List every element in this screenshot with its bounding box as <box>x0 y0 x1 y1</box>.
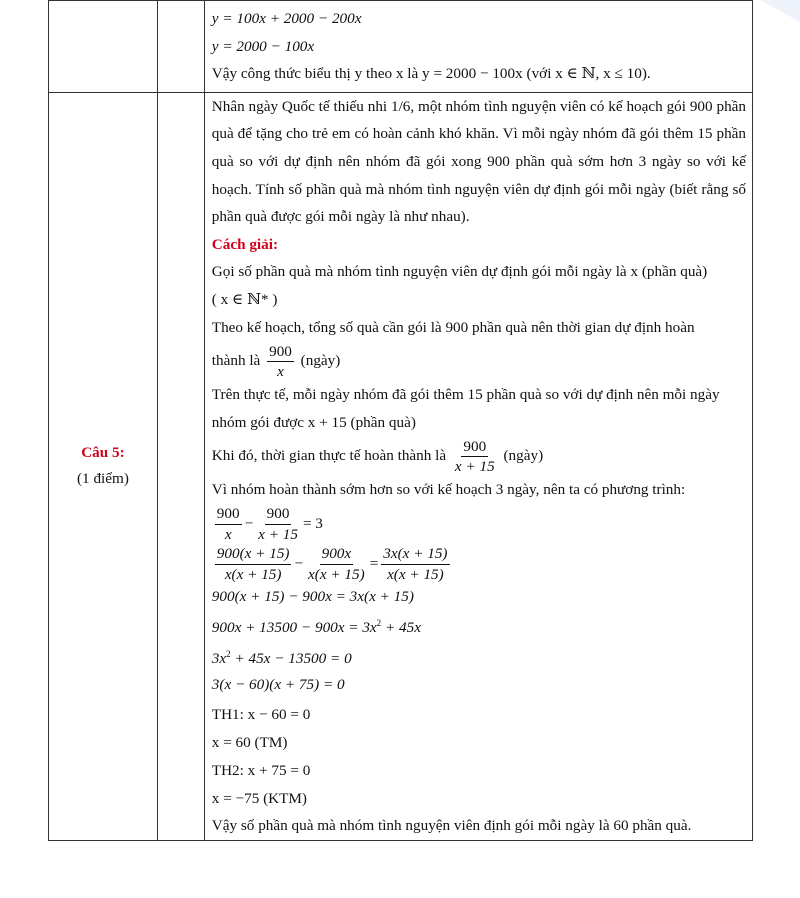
table-row-question-5 <box>49 92 753 840</box>
solution-step: Gọi số phần quà mà nhóm tình nguyện viên dự định gói mỗi ngày là x (phần quà) <box>211 263 708 281</box>
equation-line: 3(x − 60)(x + 75) = 0 <box>211 675 345 693</box>
table-row-previous-answer <box>49 1 753 93</box>
solution-step: Vì nhóm hoàn thành sớm hơn so với kế hoạch 3 ngày, nên ta có phương trình: <box>211 481 686 499</box>
fraction <box>381 545 449 583</box>
equation-text: 900x + 13500 − 900x = 3x <box>211 618 377 636</box>
solution-table <box>48 0 753 841</box>
fraction <box>453 438 497 476</box>
solution-step <box>212 341 746 381</box>
content-cell <box>204 1 752 93</box>
step-text: Khi đó, thời gian thực tế hoàn thành là <box>211 447 447 465</box>
fraction <box>306 545 367 583</box>
question-points: (1 điểm) <box>77 470 129 488</box>
fraction <box>267 343 294 381</box>
fraction-numerator: 3x(x + 15) <box>381 545 449 564</box>
solution-step: ( x ∈ ℕ* ) <box>211 290 278 308</box>
solution-step: Theo kế hoạch, tổng số quà cần gói là 900 phần quà nên thời gian dự định hoàn <box>211 318 695 336</box>
fraction-denominator: x <box>224 525 232 543</box>
fraction-numerator: 900 <box>267 343 294 362</box>
equation-line: y = 2000 − 100x <box>211 37 315 55</box>
fraction-numerator: 900 <box>461 438 488 457</box>
step-text: (ngày) <box>503 447 544 465</box>
equation-text: + 45x − 13500 = 0 <box>230 649 352 667</box>
equation-line: 900(x + 15) − 900x = 3x(x + 15) <box>211 587 414 605</box>
problem-statement: Nhân ngày Quốc tế thiếu nhi 1/6, một nhóm tình nguyện viên có kế hoạch gói 900 phần quà để tặng cho trẻ em có hoàn cảnh khó khăn. Vì mỗi ngày nhóm đã gói thêm 15 phần quà so với dự định nên nhóm đã gói xong 900 phần quà sớm hơn 3 ngày so với kế hoạch. Tính số phần quà mà nhóm tình nguyện viên dự định gói mỗi ngày (biết rằng số phần quà được gói mỗi ngày là như nhau). <box>211 97 746 226</box>
case-line: TH2: x + 75 = 0 <box>211 761 311 779</box>
fraction-numerator: 900 <box>265 505 292 524</box>
equation-text: 3x <box>211 649 227 667</box>
fraction-denominator: x(x + 15) <box>387 565 444 583</box>
equation-line: $\frac{900(x + 15)}{x(x + 15)}$ − $\frac{900x}{x(x + 15)}$ = $\frac{3x(x + 15)}{x(x + 15)}$ <box>216 545 448 583</box>
fraction <box>256 505 300 543</box>
fraction <box>215 545 292 583</box>
equation-line <box>212 641 746 672</box>
equation-line <box>212 610 746 641</box>
case-result: x = 60 (TM) <box>211 733 288 751</box>
final-answer: Vậy số phần quà mà nhóm tình nguyện viên định gói mỗi ngày là 60 phần quà. <box>211 816 692 834</box>
solution-heading: Cách giải: <box>211 235 279 253</box>
fraction-numerator: 900 <box>215 505 242 524</box>
exponent: 2 <box>376 617 382 628</box>
fraction-denominator: x + 15 <box>258 525 298 543</box>
case-result: x = −75 (KTM) <box>211 789 307 807</box>
label-cell-empty <box>49 1 158 93</box>
equation-rhs: = 3 <box>302 514 323 532</box>
question-number: Câu 5: <box>81 444 125 462</box>
conclusion-line: Vậy công thức biểu thị y theo x là y = 2000 − 100x (với x ∈ ℕ, x ≤ 10). <box>211 65 651 83</box>
question-label-cell <box>49 92 158 840</box>
equation-line: y = 100x + 2000 − 200x <box>211 10 362 27</box>
exponent: 2 <box>226 648 231 659</box>
fraction-denominator: x(x + 15) <box>224 565 282 583</box>
score-cell-empty <box>157 1 204 93</box>
solution-step: nhóm gói được x + 15 (phần quà) <box>211 413 416 431</box>
equation-text: + 45x <box>381 618 421 636</box>
fraction-numerator: 900(x + 15) <box>215 545 292 564</box>
fraction-numerator: 900x <box>320 545 354 564</box>
equation-line: $\frac{900}{x}$ − $\frac{900}{x + 15}$ = 3 <box>216 505 323 543</box>
step-text: thành là <box>211 352 261 370</box>
case-line: TH1: x − 60 = 0 <box>211 705 311 723</box>
fraction-denominator: x(x + 15) <box>308 565 365 583</box>
content-cell <box>204 92 752 840</box>
fraction-denominator: x <box>277 363 284 381</box>
step-text: (ngày) <box>300 352 341 370</box>
solution-step: Trên thực tế, mỗi ngày nhóm đã gói thêm 15 phần quà so với dự định nên mỗi ngày <box>211 386 720 404</box>
fraction-denominator: x + 15 <box>454 458 495 476</box>
solution-step <box>212 436 746 476</box>
fraction <box>215 505 242 543</box>
score-cell-empty <box>157 92 204 840</box>
